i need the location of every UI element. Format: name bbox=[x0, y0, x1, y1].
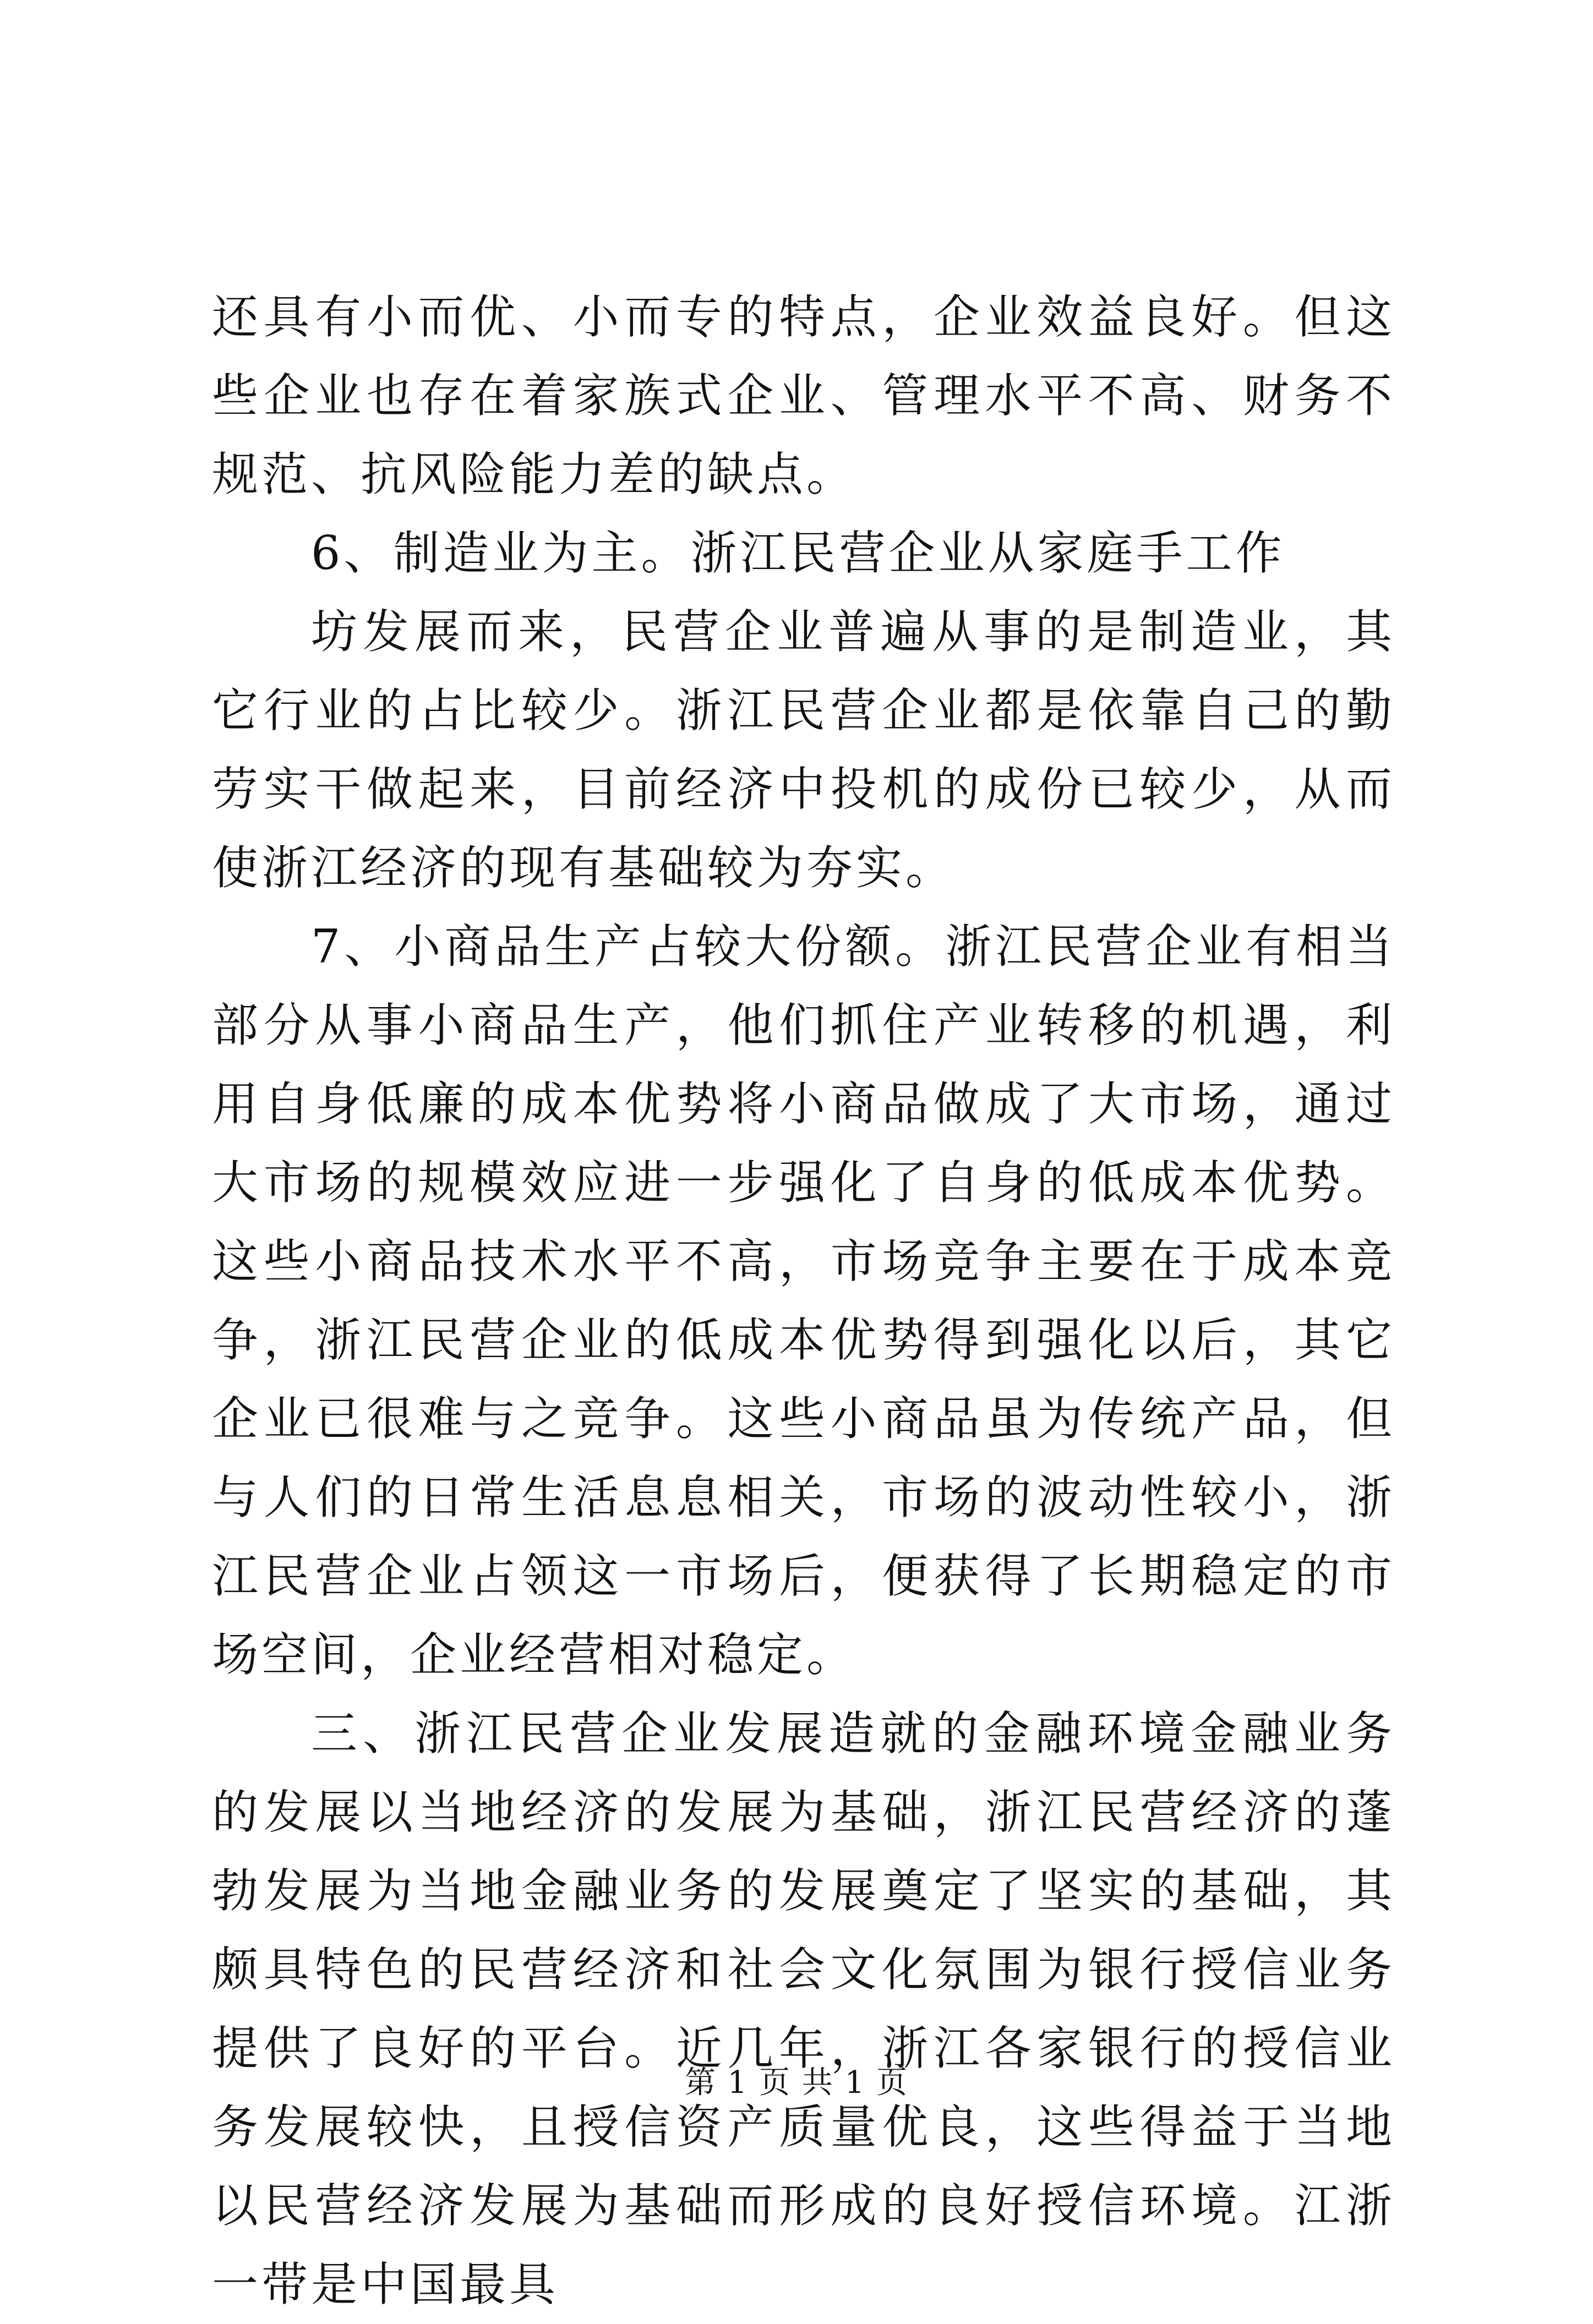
paragraph-continuation: 还具有小而优、小而专的特点，企业效益良好。但这些企业也存在着家族式企业、管理水平不高、财务不规范、抗风险能力差的缺点。 bbox=[212, 290, 1395, 501]
body-text bbox=[212, 278, 1395, 2324]
page-footer: 第 1 页 共 1 页 bbox=[684, 2065, 909, 2101]
paragraph-item-6: 6、制造业为主。浙江民营企业从家庭手工作 bbox=[311, 526, 1285, 580]
paragraph-item-7: 7、小商品生产占较大份额。浙江民营企业有相当部分从事小商品生产，他们抓住产业转移的机遇，利用自身低廉的成本优势将小商品做成了大市场，通过大市场的规模效应进一步强化了自身的低成本优势。这些小商品技术水平不高，市场竞争主要在于成本竞争，浙江民营企业的低成本优势得到强化以后，其它企业已很难与之竞争。这些小商品虽为传统产品，但与人们的日常生活息息相关，市场的波动性较小，浙江民营企业占领这一市场后，便获得了长期稳定的市场空间，企业经营相对稳定。 bbox=[212, 920, 1395, 1682]
paragraph-section-3: 三、浙江民营企业发展造就的金融环境金融业务的发展以当地经济的发展为基础，浙江民营经济的蓬勃发展为当地金融业务的发展奠定了坚实的基础，其颇具特色的民营经济和社会文化氛围为银行授信业务提供了良好的平台。近几年，浙江各家银行的授信业务发展较快，且授信资产质量优良，这些得益于当地以民营经济发展为基础而形成的良好授信环境。江浙一带是中国最具 bbox=[212, 1707, 1395, 2311]
paragraph-item-6-body: 坊发展而来，民营企业普遍从事的是制造业，其它行业的占比较少。浙江民营企业都是依靠自己的勤劳实干做起来，目前经济中投机的成份已较少，从而使浙江经济的现有基础较为夯实。 bbox=[212, 605, 1395, 895]
